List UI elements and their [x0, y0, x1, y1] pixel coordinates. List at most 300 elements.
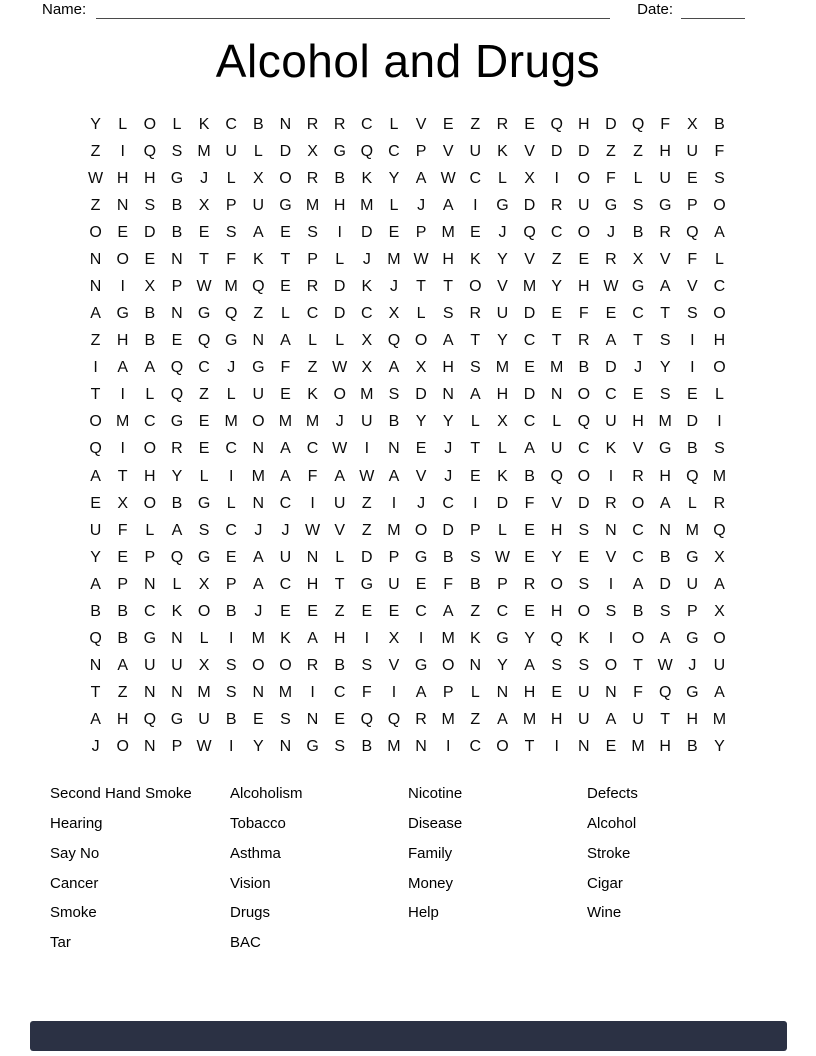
grid-letter: Y	[252, 738, 264, 756]
grid-letter: A	[334, 467, 346, 485]
grid-letter: N	[550, 386, 563, 404]
grid-letter: Y	[659, 359, 671, 377]
grid-letter: N	[116, 196, 129, 214]
grid-letter: M	[360, 386, 374, 404]
grid-letter: S	[361, 657, 373, 675]
grid-letter: E	[280, 223, 291, 241]
grid-letter: I	[120, 278, 125, 295]
grid-letter: I	[690, 332, 695, 350]
grid-letter: B	[171, 494, 183, 512]
grid-letter: S	[714, 169, 725, 187]
grid-letter: R	[523, 575, 536, 593]
grid-letter: R	[659, 223, 671, 241]
grid-letter: U	[171, 657, 183, 675]
grid-letter: D	[578, 494, 590, 512]
grid-letter: V	[442, 142, 454, 160]
grid-letter: Y	[714, 738, 725, 756]
grid-letter: D	[415, 386, 427, 404]
grid-letter: Y	[415, 413, 427, 431]
grid-letter: A	[605, 711, 617, 729]
grid-letter: Q	[143, 711, 157, 729]
grid-letter: T	[416, 278, 426, 295]
grid-letter: R	[171, 440, 183, 458]
grid-letter: T	[443, 278, 454, 295]
grid-letter: I	[554, 169, 559, 187]
grid-letter: O	[631, 630, 645, 648]
grid-letter: U	[469, 142, 482, 160]
grid-letter: B	[144, 305, 156, 323]
grid-letter: S	[578, 657, 590, 675]
grid-letter: N	[496, 684, 509, 702]
grid-letter: E	[280, 386, 291, 404]
grid-letter: H	[144, 467, 156, 485]
grid-letter: U	[578, 711, 590, 729]
grid-letter: K	[198, 115, 210, 133]
grid-letter: K	[469, 250, 481, 268]
grid-letter: L	[714, 386, 724, 404]
grid-letter: J	[281, 521, 290, 539]
grid-letter: E	[90, 494, 101, 512]
grid-letter: E	[524, 602, 535, 620]
word-list-column	[50, 779, 230, 958]
grid-letter: L	[280, 305, 290, 323]
grid-letter: L	[308, 332, 318, 350]
grid-letter: Y	[551, 278, 563, 295]
grid-letter: O	[279, 657, 292, 675]
grid-letter: L	[226, 494, 236, 512]
grid-letter: G	[306, 738, 319, 756]
grid-letter: A	[524, 440, 535, 458]
grid-letter: P	[686, 602, 698, 620]
grid-letter: L	[389, 196, 399, 214]
grid-letter: L	[199, 630, 209, 648]
word-list-item: Vision	[230, 874, 271, 892]
grid-letter: A	[605, 332, 617, 350]
grid-letter: G	[496, 630, 509, 648]
grid-letter: C	[632, 521, 644, 539]
grid-letter: W	[440, 169, 456, 187]
grid-letter: Q	[523, 223, 536, 241]
word-list-item: BAC	[230, 934, 261, 952]
grid-letter: R	[306, 169, 319, 187]
grid-letter: V	[632, 440, 644, 458]
grid-letter: F	[660, 115, 671, 133]
grid-letter: T	[660, 305, 671, 323]
grid-letter: D	[361, 223, 373, 241]
grid-row	[82, 165, 733, 192]
grid-letter: B	[659, 548, 671, 566]
grid-letter: H	[578, 115, 590, 133]
grid-letter: M	[522, 711, 537, 729]
grid-letter: A	[280, 467, 291, 485]
grid-letter: M	[631, 738, 645, 756]
grid-letter: M	[658, 413, 672, 431]
grid-letter: S	[280, 711, 291, 729]
word-list-item: Nicotine	[408, 785, 463, 802]
grid-letter: G	[197, 494, 211, 512]
grid-letter: L	[633, 169, 643, 187]
grid-letter: N	[279, 738, 292, 756]
grid-letter: P	[171, 738, 183, 756]
grid-letter: E	[469, 223, 481, 241]
grid-letter: P	[225, 575, 237, 593]
grid-letter: G	[604, 196, 618, 214]
grid-letter: S	[198, 521, 210, 539]
grid-letter: Z	[307, 359, 318, 377]
grid-letter: O	[577, 386, 591, 404]
grid-letter: Z	[470, 711, 481, 729]
grid-letter: Z	[90, 332, 101, 350]
grid-letter: H	[333, 630, 346, 648]
grid-letter: J	[417, 494, 426, 512]
grid-row	[82, 625, 733, 652]
grid-row	[82, 598, 733, 625]
grid-letter: X	[198, 575, 210, 593]
grid-letter: X	[252, 169, 264, 187]
grid-letter: X	[415, 359, 427, 377]
word-list-item: Drugs	[230, 904, 271, 922]
grid-letter: L	[470, 684, 480, 702]
grid-letter: A	[442, 196, 454, 214]
grid-letter: N	[144, 684, 156, 702]
grid-letter: A	[252, 223, 264, 241]
grid-letter: A	[90, 467, 101, 485]
grid-letter: C	[306, 305, 319, 323]
grid-letter: A	[90, 711, 101, 729]
grid-letter: D	[144, 223, 156, 241]
grid-letter: B	[117, 602, 129, 620]
grid-letter: G	[116, 305, 129, 323]
grid-letter: M	[251, 467, 265, 485]
footer-brand-bar	[30, 1021, 787, 1051]
grid-letter: F	[280, 359, 291, 377]
grid-letter: Q	[170, 386, 184, 404]
grid-letter: W	[332, 359, 348, 377]
grid-letter: L	[226, 386, 236, 404]
grid-letter: K	[307, 386, 318, 404]
grid-letter: X	[198, 196, 210, 214]
grid-letter: T	[524, 738, 535, 756]
grid-letter: S	[632, 196, 644, 214]
grid-letter: T	[117, 467, 128, 485]
word-list-item: Wine	[587, 904, 622, 922]
grid-letter: J	[417, 196, 426, 214]
grid-letter: L	[687, 494, 697, 512]
grid-letter: Z	[551, 250, 562, 268]
grid-letter: W	[603, 278, 619, 295]
grid-letter: U	[659, 169, 671, 187]
grid-letter: X	[198, 657, 210, 675]
grid-letter: M	[116, 413, 130, 431]
grid-letter: T	[90, 386, 101, 404]
grid-letter: A	[280, 332, 291, 350]
word-list-item: Alcohol	[587, 814, 637, 832]
grid-letter: S	[714, 440, 725, 458]
grid-letter: N	[89, 657, 102, 675]
grid-letter: O	[89, 223, 102, 241]
grid-letter: U	[144, 657, 156, 675]
grid-letter: W	[657, 657, 673, 675]
grid-letter: J	[444, 467, 453, 485]
grid-letter: H	[659, 467, 671, 485]
grid-letter: W	[494, 548, 510, 566]
grid-letter: U	[252, 386, 265, 404]
name-label: Name:	[42, 1, 87, 18]
grid-letter: D	[333, 278, 346, 295]
grid-letter: G	[252, 359, 265, 377]
grid-row	[82, 301, 733, 328]
grid-letter: S	[144, 196, 156, 214]
grid-letter: S	[307, 223, 318, 241]
grid-letter: J	[444, 440, 453, 458]
grid-letter: C	[605, 386, 617, 404]
grid-letter: G	[224, 332, 238, 350]
grid-letter: E	[605, 305, 617, 323]
grid-letter: K	[497, 467, 508, 485]
grid-letter: G	[197, 548, 211, 566]
grid-row	[82, 653, 733, 680]
grid-letter: M	[685, 521, 699, 539]
grid-letter: B	[225, 602, 237, 620]
grid-letter: B	[144, 332, 156, 350]
grid-letter: C	[415, 602, 427, 620]
grid-letter: X	[117, 494, 129, 512]
grid-letter: I	[391, 494, 397, 512]
grid-letter: C	[550, 223, 563, 241]
grid-letter: U	[713, 657, 726, 675]
grid-letter: G	[360, 575, 374, 593]
grid-letter: M	[441, 711, 455, 729]
grid-letter: J	[362, 250, 371, 268]
grid-letter: P	[117, 575, 129, 593]
grid-letter: K	[578, 630, 590, 648]
grid-letter: P	[171, 278, 183, 295]
grid-letter: R	[333, 115, 346, 133]
grid-letter: S	[659, 332, 671, 350]
grid-letter: D	[361, 548, 373, 566]
grid-row	[82, 355, 733, 382]
grid-letter: O	[414, 332, 428, 350]
grid-letter: V	[415, 467, 427, 485]
grid-letter: N	[306, 548, 319, 566]
grid-letter: H	[116, 332, 129, 350]
grid-letter: O	[89, 413, 102, 431]
grid-row	[82, 571, 733, 598]
grid-letter: E	[388, 602, 400, 620]
grid-letter: O	[713, 630, 726, 648]
grid-letter: H	[550, 521, 563, 539]
grid-letter: W	[305, 521, 321, 539]
grid-letter: C	[225, 115, 237, 133]
grid-letter: L	[172, 115, 182, 133]
grid-letter: Z	[606, 142, 616, 160]
grid-letter: J	[254, 521, 263, 539]
grid-letter: Z	[633, 142, 643, 160]
grid-letter: C	[361, 305, 373, 323]
grid-letter: B	[578, 359, 590, 377]
word-list-item: Help	[408, 904, 439, 922]
grid-letter: E	[361, 602, 373, 620]
grid-letter: J	[389, 278, 398, 295]
grid-letter: K	[497, 142, 508, 160]
grid-letter: L	[172, 575, 182, 593]
grid-row	[82, 111, 733, 138]
grid-letter: H	[442, 250, 454, 268]
grid-letter: S	[551, 657, 563, 675]
grid-letter: D	[605, 115, 617, 133]
grid-letter: S	[686, 305, 698, 323]
grid-letter: M	[224, 413, 238, 431]
grid-letter: F	[524, 494, 535, 512]
grid-letter: C	[523, 332, 536, 350]
grid-letter: M	[251, 630, 265, 648]
grid-letter: B	[442, 548, 454, 566]
grid-letter: Y	[90, 115, 101, 133]
grid-letter: Y	[497, 332, 508, 350]
grid-letter: L	[497, 440, 507, 458]
grid-letter: Q	[360, 142, 374, 160]
grid-letter: E	[578, 250, 590, 268]
grid-letter: M	[278, 413, 293, 431]
grid-letter: L	[199, 467, 209, 485]
grid-letter: X	[144, 278, 156, 295]
grid-letter: L	[389, 115, 399, 133]
grid-letter: O	[414, 521, 428, 539]
grid-letter: B	[524, 467, 535, 485]
grid-letter: B	[469, 575, 481, 593]
word-list-item: Alcoholism	[230, 785, 303, 802]
grid-letter: Q	[387, 332, 401, 350]
grid-letter: P	[307, 250, 318, 268]
grid-letter: J	[606, 223, 615, 241]
grid-letter: U	[578, 684, 590, 702]
grid-row	[82, 707, 733, 734]
grid-letter: D	[523, 305, 536, 323]
grid-letter: K	[280, 630, 291, 648]
grid-letter: M	[522, 278, 537, 295]
grid-letter: O	[469, 278, 482, 295]
grid-letter: W	[413, 250, 429, 268]
grid-letter: E	[171, 332, 183, 350]
grid-letter: I	[120, 440, 125, 458]
grid-letter: I	[364, 630, 370, 648]
grid-letter: G	[496, 196, 509, 214]
word-list-item: Say No	[50, 844, 100, 862]
grid-letter: O	[577, 169, 591, 187]
word-list-item: Cigar	[587, 874, 623, 892]
grid-letter: S	[225, 657, 237, 675]
grid-letter: U	[632, 711, 644, 729]
grid-letter: B	[632, 223, 644, 241]
grid-letter: E	[442, 115, 454, 133]
grid-letter: O	[279, 169, 292, 187]
grid-letter: I	[228, 738, 234, 756]
grid-letter: A	[524, 657, 535, 675]
grid-row	[82, 436, 733, 463]
grid-letter: N	[144, 575, 156, 593]
grid-letter: K	[171, 602, 183, 620]
grid-letter: A	[117, 359, 129, 377]
grid-letter: A	[171, 521, 183, 539]
grid-letter: C	[144, 413, 156, 431]
grid-letter: G	[631, 278, 645, 295]
letter-grid	[82, 111, 733, 761]
grid-letter: Y	[524, 630, 535, 648]
grid-letter: A	[442, 602, 454, 620]
grid-letter: Q	[387, 711, 401, 729]
grid-letter: B	[714, 115, 725, 133]
grid-letter: S	[442, 305, 454, 323]
grid-letter: B	[171, 223, 183, 241]
grid-letter: O	[333, 386, 346, 404]
grid-letter: R	[496, 115, 509, 133]
word-list-column	[408, 779, 587, 958]
grid-letter: A	[659, 630, 671, 648]
grid-letter: G	[414, 657, 428, 675]
grid-letter: V	[524, 142, 535, 160]
grid-letter: P	[225, 196, 237, 214]
grid-letter: Q	[713, 521, 726, 539]
grid-letter: K	[361, 278, 373, 295]
grid-letter: U	[578, 196, 590, 214]
grid-letter: M	[387, 250, 401, 268]
grid-letter: A	[388, 467, 400, 485]
grid-letter: Y	[171, 467, 183, 485]
grid-letter: O	[197, 602, 211, 620]
grid-letter: O	[713, 196, 726, 214]
grid-letter: L	[416, 305, 426, 323]
grid-letter: P	[415, 223, 427, 241]
date-write-line	[681, 3, 745, 19]
grid-letter: N	[144, 738, 156, 756]
grid-letter: H	[116, 169, 129, 187]
grid-letter: I	[364, 440, 370, 458]
grid-letter: H	[578, 278, 590, 295]
grid-letter: D	[578, 142, 590, 160]
grid-letter: I	[445, 738, 451, 756]
grid-letter: P	[388, 548, 400, 566]
grid-letter: X	[714, 548, 725, 566]
grid-letter: E	[117, 223, 129, 241]
grid-letter: L	[497, 521, 507, 539]
grid-letter: G	[170, 711, 184, 729]
name-write-line	[96, 3, 610, 19]
word-list-item: Asthma	[230, 844, 281, 862]
grid-letter: X	[714, 602, 725, 620]
grid-letter: D	[659, 575, 671, 593]
grid-letter: I	[554, 738, 559, 756]
grid-letter: I	[337, 223, 342, 241]
grid-letter: U	[388, 575, 400, 593]
grid-letter: S	[225, 684, 237, 702]
grid-letter: B	[334, 169, 346, 187]
grid-letter: S	[469, 548, 481, 566]
grid-letter: Z	[470, 602, 481, 620]
word-list-item: Stroke	[587, 844, 631, 862]
grid-letter: U	[333, 494, 346, 512]
grid-row	[82, 219, 733, 246]
word-list-item: Tobacco	[230, 814, 286, 832]
grid-letter: U	[550, 440, 563, 458]
grid-letter: A	[415, 169, 427, 187]
grid-letter: V	[659, 250, 671, 268]
grid-letter: T	[551, 332, 562, 350]
grid-letter: N	[252, 440, 265, 458]
grid-letter: C	[632, 305, 644, 323]
grid-letter: W	[359, 467, 375, 485]
grid-letter: T	[199, 250, 209, 268]
grid-letter: Y	[497, 657, 508, 675]
